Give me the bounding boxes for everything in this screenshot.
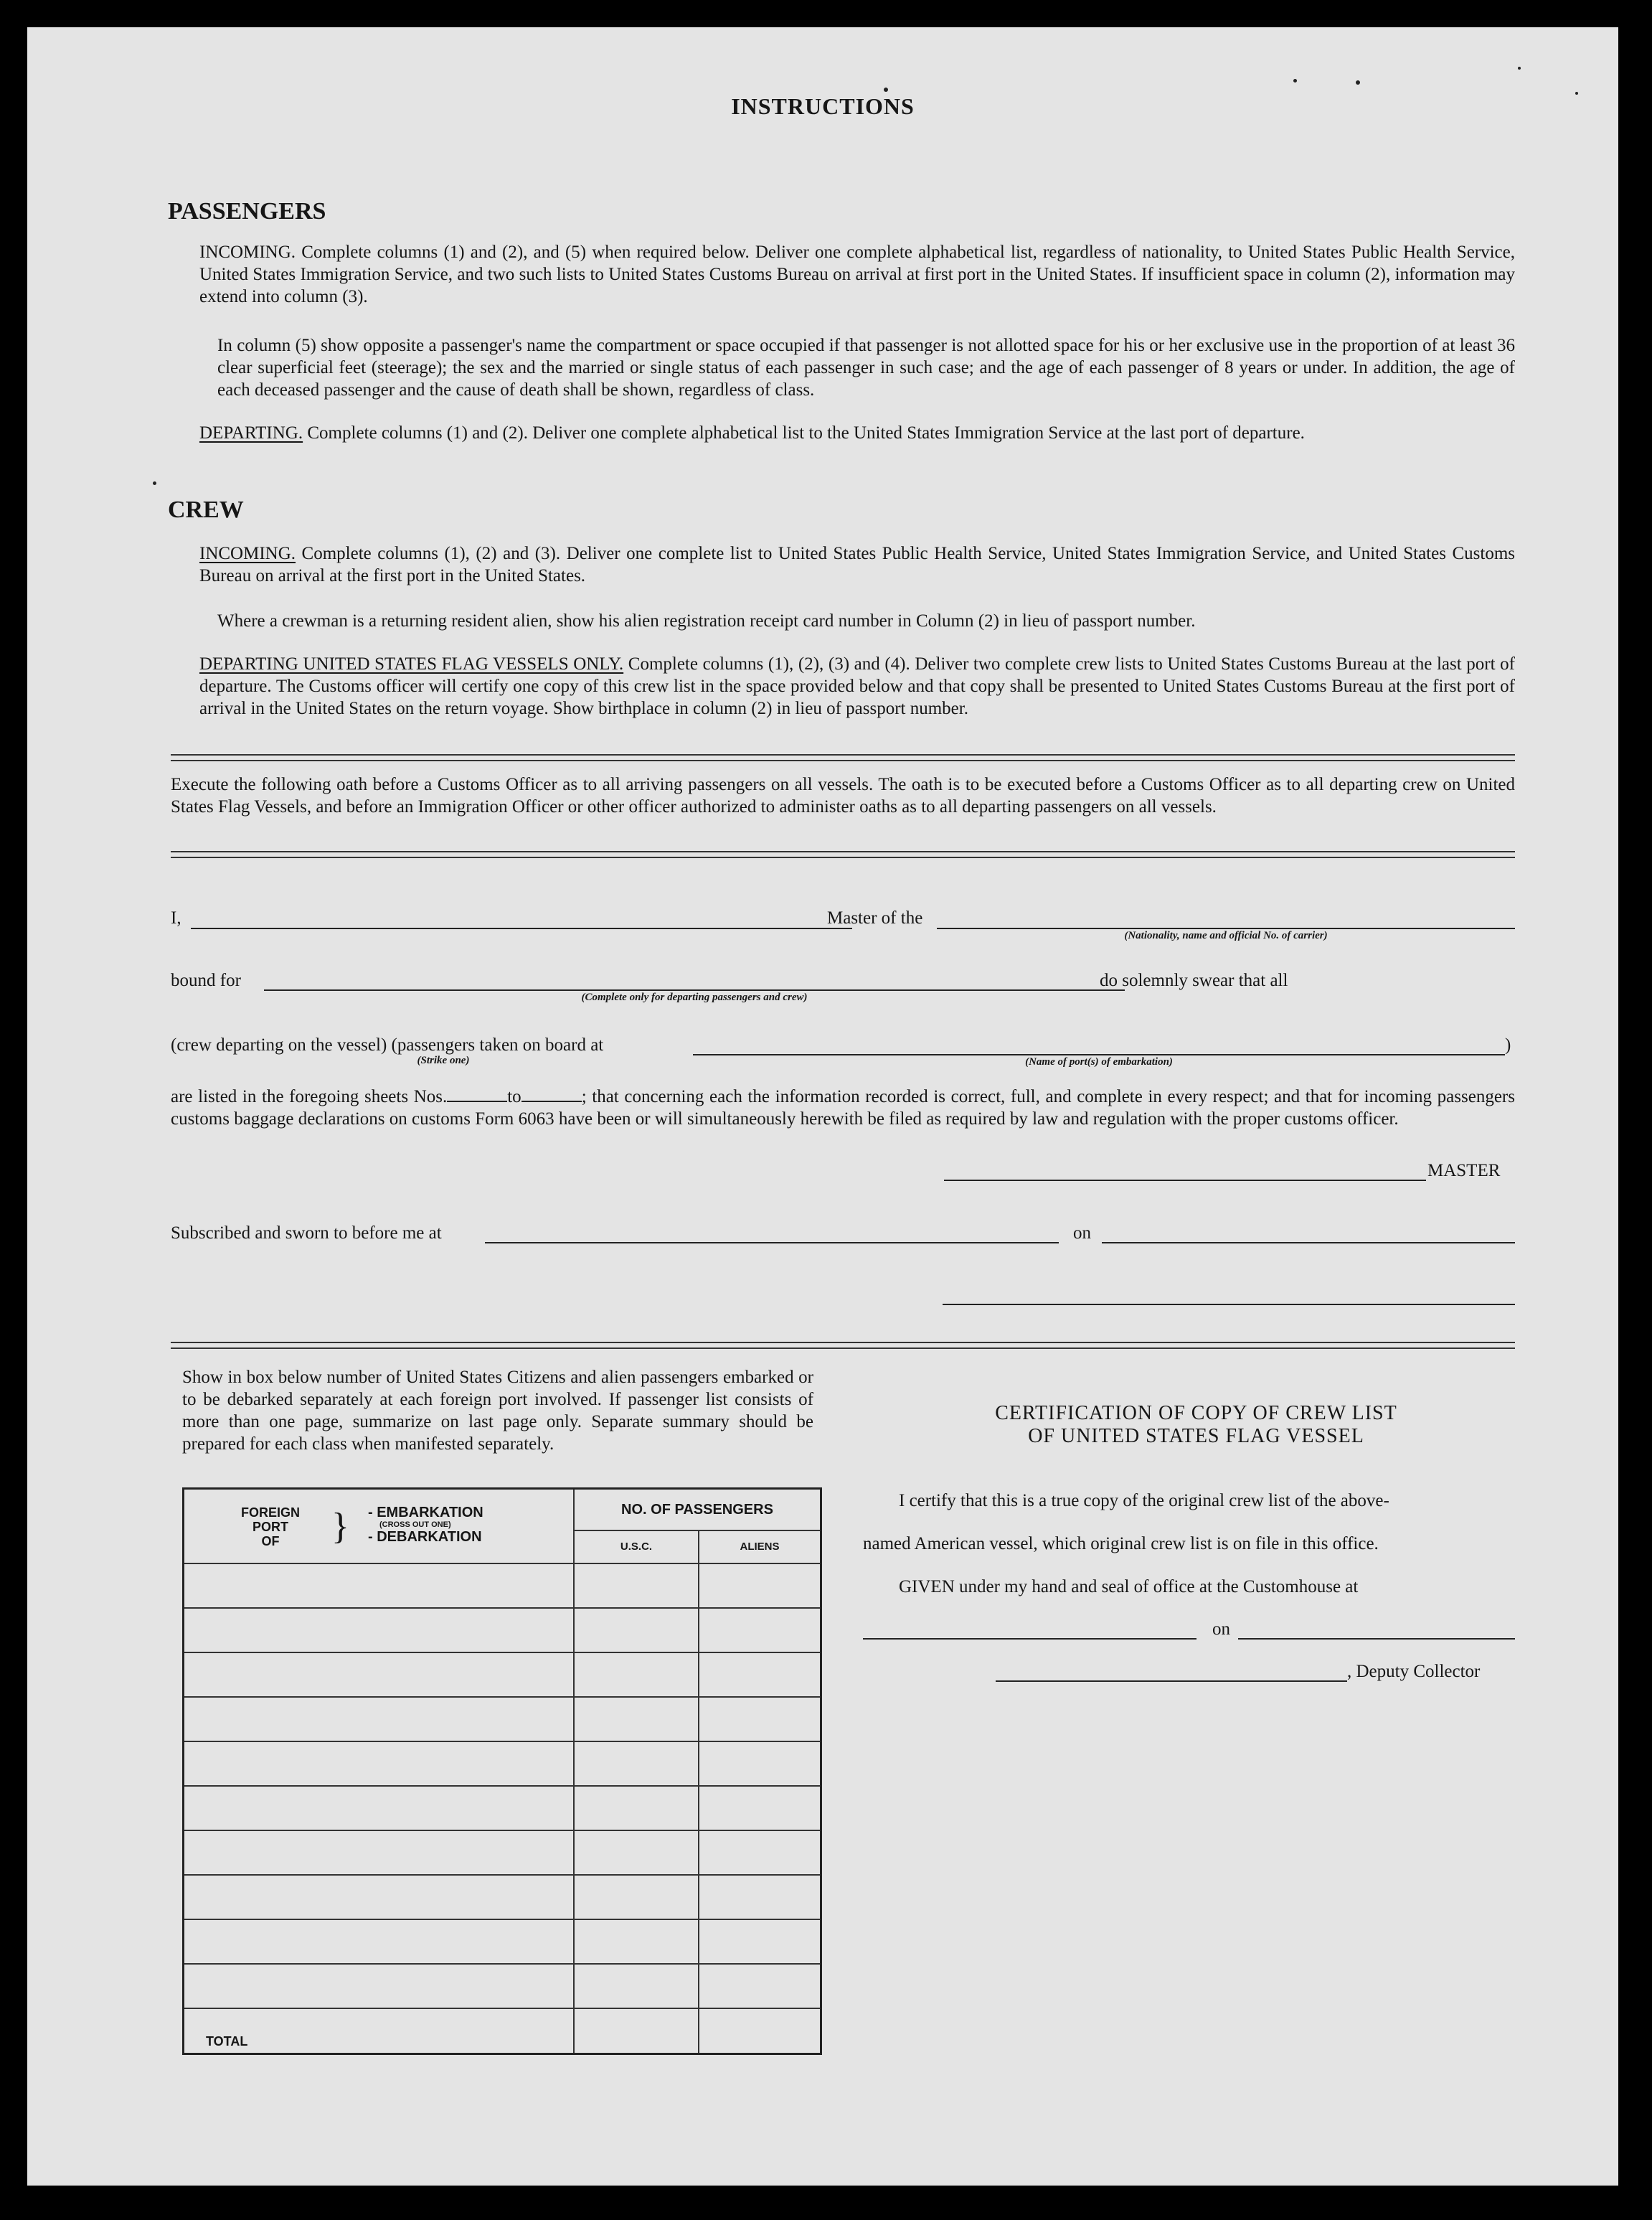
crew-departing-label: DEPARTING UNITED STATES FLAG VESSELS ONLY. [199, 654, 624, 674]
bound-for-caption: (Complete only for departing passengers and crew) [581, 992, 808, 1003]
port-cell[interactable] [184, 1563, 575, 1608]
master-of-label: Master of the [827, 908, 923, 928]
aliens-cell[interactable] [699, 1608, 821, 1652]
certification-title-line1: CERTIFICATION OF COPY OF CREW LIST [995, 1402, 1397, 1424]
carrier-caption: (Nationality, name and official No. of carrier) [1124, 930, 1328, 941]
crew-departing-text: Complete columns (1), (2), (3) and (4). Deliver two complete crew lists to United States Customs Bureau at the last port of departure. The Customs officer will certify one copy of this crew list in the space provided below and that copy shall be presented to United States Customs Bureau at the first port of arrival in the United States on the return voyage. Show birthplace in column (2) in lieu of passport number. [199, 654, 1515, 718]
passengers-column5-paragraph: In column (5) show opposite a passenger's name the compartment or space occupied if that passenger is not allotted space for his or her exclusive use in the proportion of at least 36 clear superficial feet (steerage); the sex and the married or single status of each passenger in such case; and the age of each passenger of 8 years or under. In addition, the age of each deceased passenger and the cause of death shall be shown, regardless of class. [217, 336, 1515, 400]
table-row [184, 1964, 821, 2008]
crew-incoming-label: INCOMING. [199, 544, 296, 563]
usc-cell[interactable] [574, 1919, 699, 1964]
aliens-cell[interactable] [699, 1741, 821, 1786]
usc-cell[interactable] [574, 1741, 699, 1786]
passengers-incoming-paragraph [199, 241, 1515, 308]
sworn-date-field[interactable] [1102, 1242, 1515, 1243]
usc-cell[interactable] [574, 1830, 699, 1875]
aliens-header: ALIENS [699, 1530, 821, 1563]
debarkation-label[interactable]: - DEBARKATION [368, 1529, 482, 1545]
of-label: OF [261, 1534, 280, 1548]
foreign-port-header [184, 1489, 575, 1564]
crew-resident-paragraph: Where a crewman is a returning resident alien, show his alien registration receipt card number in Column (2) in lieu of passport number. [217, 611, 1196, 631]
subscribed-label: Subscribed and sworn to before me at [171, 1223, 442, 1243]
deputy-signature-field[interactable] [996, 1680, 1347, 1682]
crew-departing-paragraph [199, 653, 1515, 720]
section-divider [171, 851, 1515, 858]
port-cell[interactable] [184, 1919, 575, 1964]
oath-statement-text: ; that concerning each the information recorded is correct, full, and complete in every respect; and that for incoming passengers customs baggage declarations on customs Form 6063 have been or will simultaneously herewith be filed as required by law and regulation with the proper customs officer. [171, 1087, 1515, 1129]
port-cell[interactable] [184, 1786, 575, 1830]
certify-line1: I certify that this is a true copy of the original crew list of the above- [899, 1491, 1389, 1510]
table-row [184, 1830, 821, 1875]
scan-speck [1356, 80, 1360, 85]
master-signature-field[interactable] [944, 1180, 1426, 1181]
aliens-total-cell[interactable] [699, 2008, 821, 2054]
total-row [184, 2008, 821, 2054]
table-row [184, 1563, 821, 1608]
passengers-heading: PASSENGERS [168, 198, 326, 225]
scan-speck [1293, 79, 1297, 83]
passenger-summary-table [182, 1487, 822, 2055]
passengers-departing-text: Complete columns (1) and (2). Deliver one complete alphabetical list to the United States Immigration Service at the last port of departure. [303, 423, 1305, 443]
passengers-departing-label: DEPARTING. [199, 423, 303, 443]
scan-speck [153, 481, 156, 485]
aliens-cell[interactable] [699, 1652, 821, 1697]
table-row [184, 1919, 821, 1964]
close-paren: ) [1505, 1035, 1511, 1055]
port-cell[interactable] [184, 1608, 575, 1652]
port-cell[interactable] [184, 1830, 575, 1875]
port-cell[interactable] [184, 1652, 575, 1697]
deputy-collector-label: , Deputy Collector [1347, 1662, 1481, 1681]
table-row [184, 1875, 821, 1919]
usc-cell[interactable] [574, 1964, 699, 2008]
crew-heading: CREW [168, 497, 244, 523]
aliens-cell[interactable] [699, 1786, 821, 1830]
certify-line2: named American vessel, which original crew list is on file in this office. [863, 1534, 1379, 1553]
table-row [184, 1697, 821, 1741]
crew-departing-label: (crew departing on the vessel) (passengers taken on board at [171, 1035, 604, 1055]
table-header-row [184, 1489, 821, 1531]
total-label: TOTAL [184, 2008, 575, 2054]
embarkation-ports-field[interactable] [693, 1054, 1505, 1055]
summary-instruction: Show in box below number of United States Citizens and alien passengers embarked or to be debarked separately at each foreign port involved. If passenger list consists of more than one page, summarize on last page only. Separate summary should be prepared for each class when manifested separately. [182, 1368, 813, 1454]
aliens-cell[interactable] [699, 1697, 821, 1741]
crew-incoming-paragraph [199, 542, 1515, 587]
certification-title [877, 1402, 1515, 1448]
foreign-label: FOREIGN [240, 1505, 300, 1520]
sworn-at-field[interactable] [485, 1242, 1059, 1243]
oath-statement [171, 1085, 1515, 1130]
brace-icon: } [331, 1506, 349, 1547]
page-title: INSTRUCTIONS [731, 93, 915, 119]
usc-cell[interactable] [574, 1697, 699, 1741]
table-row [184, 1652, 821, 1697]
aliens-cell[interactable] [699, 1563, 821, 1608]
usc-header: U.S.C. [574, 1530, 699, 1563]
master-label: MASTER [1427, 1161, 1501, 1180]
certification-title-line2: OF UNITED STATES FLAG VESSEL [1028, 1425, 1364, 1447]
passengers-incoming-text: Complete columns (1) and (2), and (5) when required below. Deliver one complete alphabetical list, regardless of nationality, to United States Public Health Service, United States Immigration Service, and two such lists to United States Customs Bureau on arrival at first port in the United States. If insufficient space in column (2), information may extend into column (3). [199, 243, 1515, 306]
port-cell[interactable] [184, 1964, 575, 2008]
master-name-field[interactable] [191, 928, 852, 929]
usc-cell[interactable] [574, 1652, 699, 1697]
bound-for-label: bound for [171, 971, 241, 990]
sheets-to-field[interactable] [521, 1085, 582, 1102]
aliens-cell[interactable] [699, 1919, 821, 1964]
usc-total-cell[interactable] [574, 2008, 699, 2054]
passengers-departing-paragraph [199, 422, 1515, 444]
passengers-incoming-label: INCOMING. [199, 243, 296, 262]
on-label: on [1073, 1223, 1091, 1243]
table-row [184, 1608, 821, 1652]
crew-incoming-text: Complete columns (1), (2) and (3). Deliver one complete list to United States Public Health Service, United States Immigration Service, and United States Customs Bureau on arrival at the first port in the United States. [199, 544, 1515, 585]
port-label: PORT [252, 1520, 288, 1534]
swear-label: do solemnly swear that all [1100, 971, 1288, 990]
strike-one-caption: (Strike one) [417, 1055, 470, 1066]
scan-speck [1575, 92, 1578, 95]
ports-caption: (Name of port(s) of embarkation) [1025, 1056, 1173, 1068]
aliens-cell[interactable] [699, 1964, 821, 2008]
port-cell[interactable] [184, 1741, 575, 1786]
usc-cell[interactable] [574, 1875, 699, 1919]
certification-on-label: on [1212, 1619, 1230, 1639]
table-row [184, 1741, 821, 1786]
given-under-hand: GIVEN under my hand and seal of office at the Customhouse at [899, 1577, 1359, 1596]
scan-speck [1518, 67, 1521, 70]
usc-cell[interactable] [574, 1608, 699, 1652]
aliens-cell[interactable] [699, 1830, 821, 1875]
aliens-cell[interactable] [699, 1875, 821, 1919]
section-divider [171, 754, 1515, 761]
oath-instruction: Execute the following oath before a Customs Officer as to all arriving passengers on all vessels. The oath is to be executed before a Customs Officer as to all departing crew on United States Flag Vessels, and before an Immigration Officer or other officer authorized to administer oaths as to all departing passengers on all vessels. [171, 775, 1515, 817]
table-row [184, 1786, 821, 1830]
oath-i-label: I, [171, 908, 181, 928]
form-page [27, 27, 1618, 2186]
customhouse-field[interactable] [863, 1638, 1196, 1640]
sheets-from-field[interactable] [447, 1085, 507, 1102]
port-cell[interactable] [184, 1697, 575, 1741]
sheets-label: are listed in the foregoing sheets Nos. [171, 1087, 448, 1106]
usc-cell[interactable] [574, 1563, 699, 1608]
no-of-passengers-header: NO. OF PASSENGERS [574, 1489, 821, 1531]
port-cell[interactable] [184, 1875, 575, 1919]
bound-for-field[interactable] [264, 989, 1125, 991]
cross-out-note: (CROSS OUT ONE) [379, 1520, 451, 1529]
officer-signature-field[interactable] [943, 1304, 1515, 1305]
scan-speck [884, 88, 888, 92]
carrier-field[interactable] [937, 928, 1515, 929]
certification-date-field[interactable] [1238, 1638, 1515, 1640]
embarkation-label[interactable]: - EMBARKATION [368, 1505, 483, 1520]
usc-cell[interactable] [574, 1786, 699, 1830]
to-label: to [507, 1087, 521, 1106]
section-divider [171, 1342, 1515, 1349]
